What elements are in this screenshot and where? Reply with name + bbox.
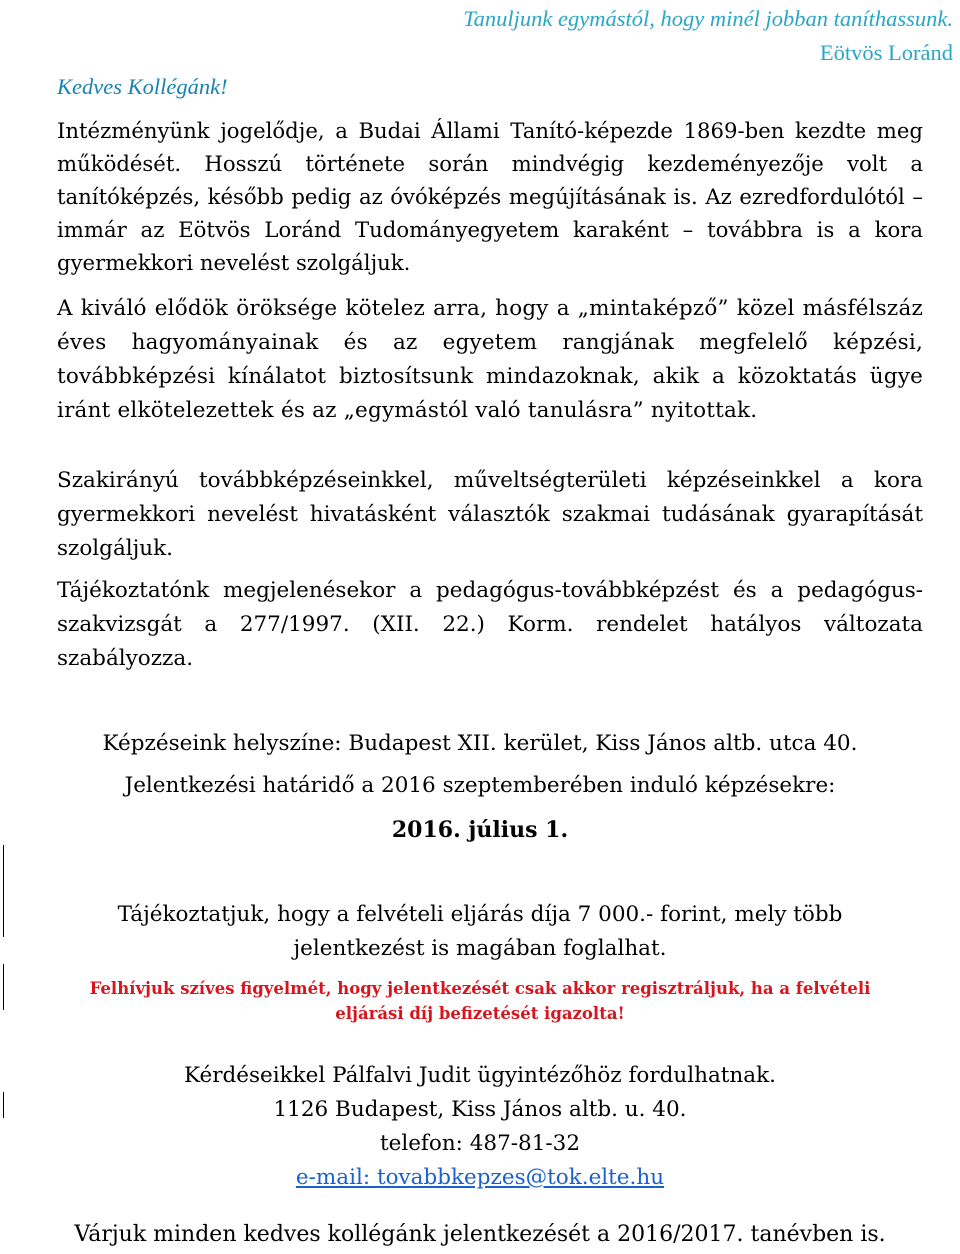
- closing-line: Várjuk minden kedves kollégánk jelentkezését a 2016/2017. tanévben is.: [74, 1222, 886, 1247]
- margin-line: [3, 845, 4, 937]
- motto-author: Eötvös Loránd: [819, 40, 953, 65]
- fee-line-2: jelentkezést is magában foglalhat.: [293, 936, 667, 961]
- location-line: Képzéseink helyszíne: Budapest XII. kerület, Kiss János altb. utca 40.: [102, 731, 858, 756]
- contact-email-link[interactable]: e-mail: tovabbkepzes@tok.elte.hu: [295, 1165, 665, 1190]
- paragraph-trainings: Szakirányú továbbképzéseinkkel, műveltségterületi képzéseinkkel a kora gyermekkori nevelést hivatásként választók szakmai tudásának gyarapítását szolgáljuk.: [57, 468, 923, 561]
- paragraph-regulation: Tájékoztatónk megjelenésekor a pedagógus-továbbképzést és a pedagógus-szakvizsgát a 277/1997. (XII. 22.) Korm. rendelet hatályos változata szabályozza.: [57, 578, 923, 671]
- fee-line-1: Tájékoztatjuk, hogy a felvételi eljárás díja 7 000.- forint, mely több: [117, 902, 843, 927]
- motto-quote: Tanuljunk egymástól, hogy minél jobban taníthassunk.: [463, 6, 953, 31]
- paragraph-history: Intézményünk jogelődje, a Budai Állami Tanító-képezde 1869-ben kezdte meg működését. Hosszú története során mindvégig kezdeményezője volt a tanítóképzés, később pedig az óvóképzés megújításának is. Az ezredfordulótól – immár az Eötvös Loránd Tudományegyetem karaként – továbbra is a kora gyermekkori nevelést szolgáljuk.: [57, 118, 923, 275]
- margin-line: [3, 964, 4, 1010]
- greeting: Kedves Kollégánk!: [57, 74, 228, 99]
- contact-intro: Kérdéseikkel Pálfalvi Judit ügyintézőhöz fordulhatnak.: [184, 1063, 776, 1088]
- contact-address: 1126 Budapest, Kiss János altb. u. 40.: [273, 1097, 687, 1122]
- paragraph-heritage: A kiváló elődök öröksége kötelez arra, hogy a „mintaképző” közel másfélszáz éves hagyományainak és az egyetem rangjának megfelelő képzési, továbbképzési kínálatot biztosítsunk mindazoknak, akik a közoktatás ügye iránt elkötelezettek és az „egymástól való tanulásra” nyitottak.: [57, 296, 923, 423]
- contact-block: [40, 1059, 920, 1195]
- motto: [463, 2, 953, 70]
- warning-line-2: eljárási díj befizetését igazolta!: [335, 1004, 625, 1023]
- fee-notice: [40, 898, 920, 966]
- deadline-date: 2016. július 1.: [391, 817, 569, 843]
- margin-line: [3, 1092, 4, 1118]
- warning-line-1: Felhívjuk szíves figyelmét, hogy jelentkezését csak akkor regisztráljuk, ha a felvételi: [89, 979, 871, 998]
- payment-warning: [40, 976, 920, 1026]
- deadline-label: Jelentkezési határidő a 2016 szeptemberében induló képzésekre:: [124, 773, 836, 798]
- contact-phone: telefon: 487-81-32: [379, 1131, 581, 1156]
